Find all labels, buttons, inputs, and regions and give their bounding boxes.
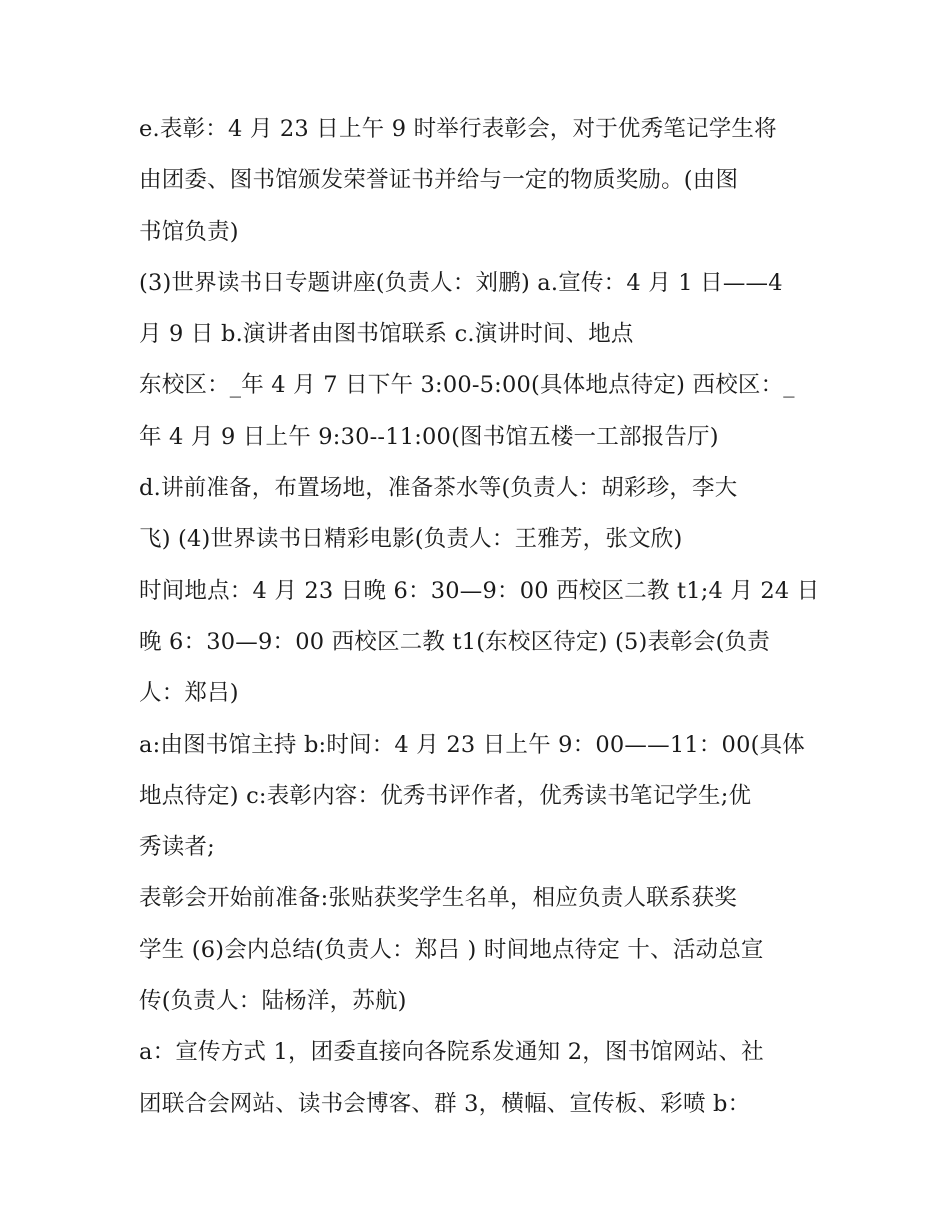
text-line-14: 地点待定) c:表彰内容：优秀书评作者，优秀读书笔记学生;优 (139, 782, 752, 809)
text-line-1: e.表彰：4 月 23 日上午 9 时举行表彰会，对于优秀笔记学生将 (139, 116, 777, 142)
text-line-11: 晚 6：30—9：00 西校区二教 t1(东校区待定) (5)表彰会(负责 (139, 628, 770, 655)
text-line-3: 书馆负责) (139, 218, 239, 245)
text-line-20: 团联合会网站、读书会博客、群 3，横幅、宣传板、彩喷 b： (139, 1090, 751, 1117)
text-line-7: 年 4 月 9 日上午 9:30--11:00(图书馆五楼一工部报告厅) (139, 423, 719, 450)
text-line-6: 东校区：_年 4 月 7 日下午 3:00-5:00(具体地点待定) 西校区：_ (139, 372, 795, 399)
text-line-12: 人：郑吕) (139, 680, 239, 707)
text-line-16: 表彰会开始前准备:张贴获奖学生名单，相应负责人联系获奖 (139, 885, 737, 912)
document-body (139, 104, 819, 1130)
text-line-13: a:由图书馆主持 b:时间：4 月 23 日上午 9：00——11：00(具体 (139, 731, 805, 758)
text-line-5: 月 9 日 b.演讲者由图书馆联系 c.演讲时间、地点 (139, 321, 634, 348)
text-line-8: d.讲前准备，布置场地，准备茶水等(负责人：胡彩珍，李大 (139, 475, 738, 502)
text-line-17: 学生 (6)会内总结(负责人：郑吕 ) 时间地点待定 十、活动总宣 (139, 936, 764, 963)
text-line-2: 由团委、图书馆颁发荣誉证书并给与一定的物质奖励。(由图 (139, 167, 739, 194)
text-line-15: 秀读者; (139, 834, 215, 861)
text-line-18: 传(负责人：陆杨洋，苏航) (139, 988, 407, 1015)
text-line-9: 飞) (4)世界读书日精彩电影(负责人：王雅芳，张文欣) (139, 526, 683, 553)
text-line-19: a：宣传方式 1，团委直接向各院系发通知 2，图书馆网站、社 (139, 1039, 764, 1066)
text-line-10: 时间地点：4 月 23 日晚 6：30—9：00 西校区二教 t1;4 月 24 日 (139, 577, 820, 604)
text-line-4: (3)世界读书日专题讲座(负责人：刘鹏) a.宣传：4 月 1 日——4 (139, 269, 783, 296)
